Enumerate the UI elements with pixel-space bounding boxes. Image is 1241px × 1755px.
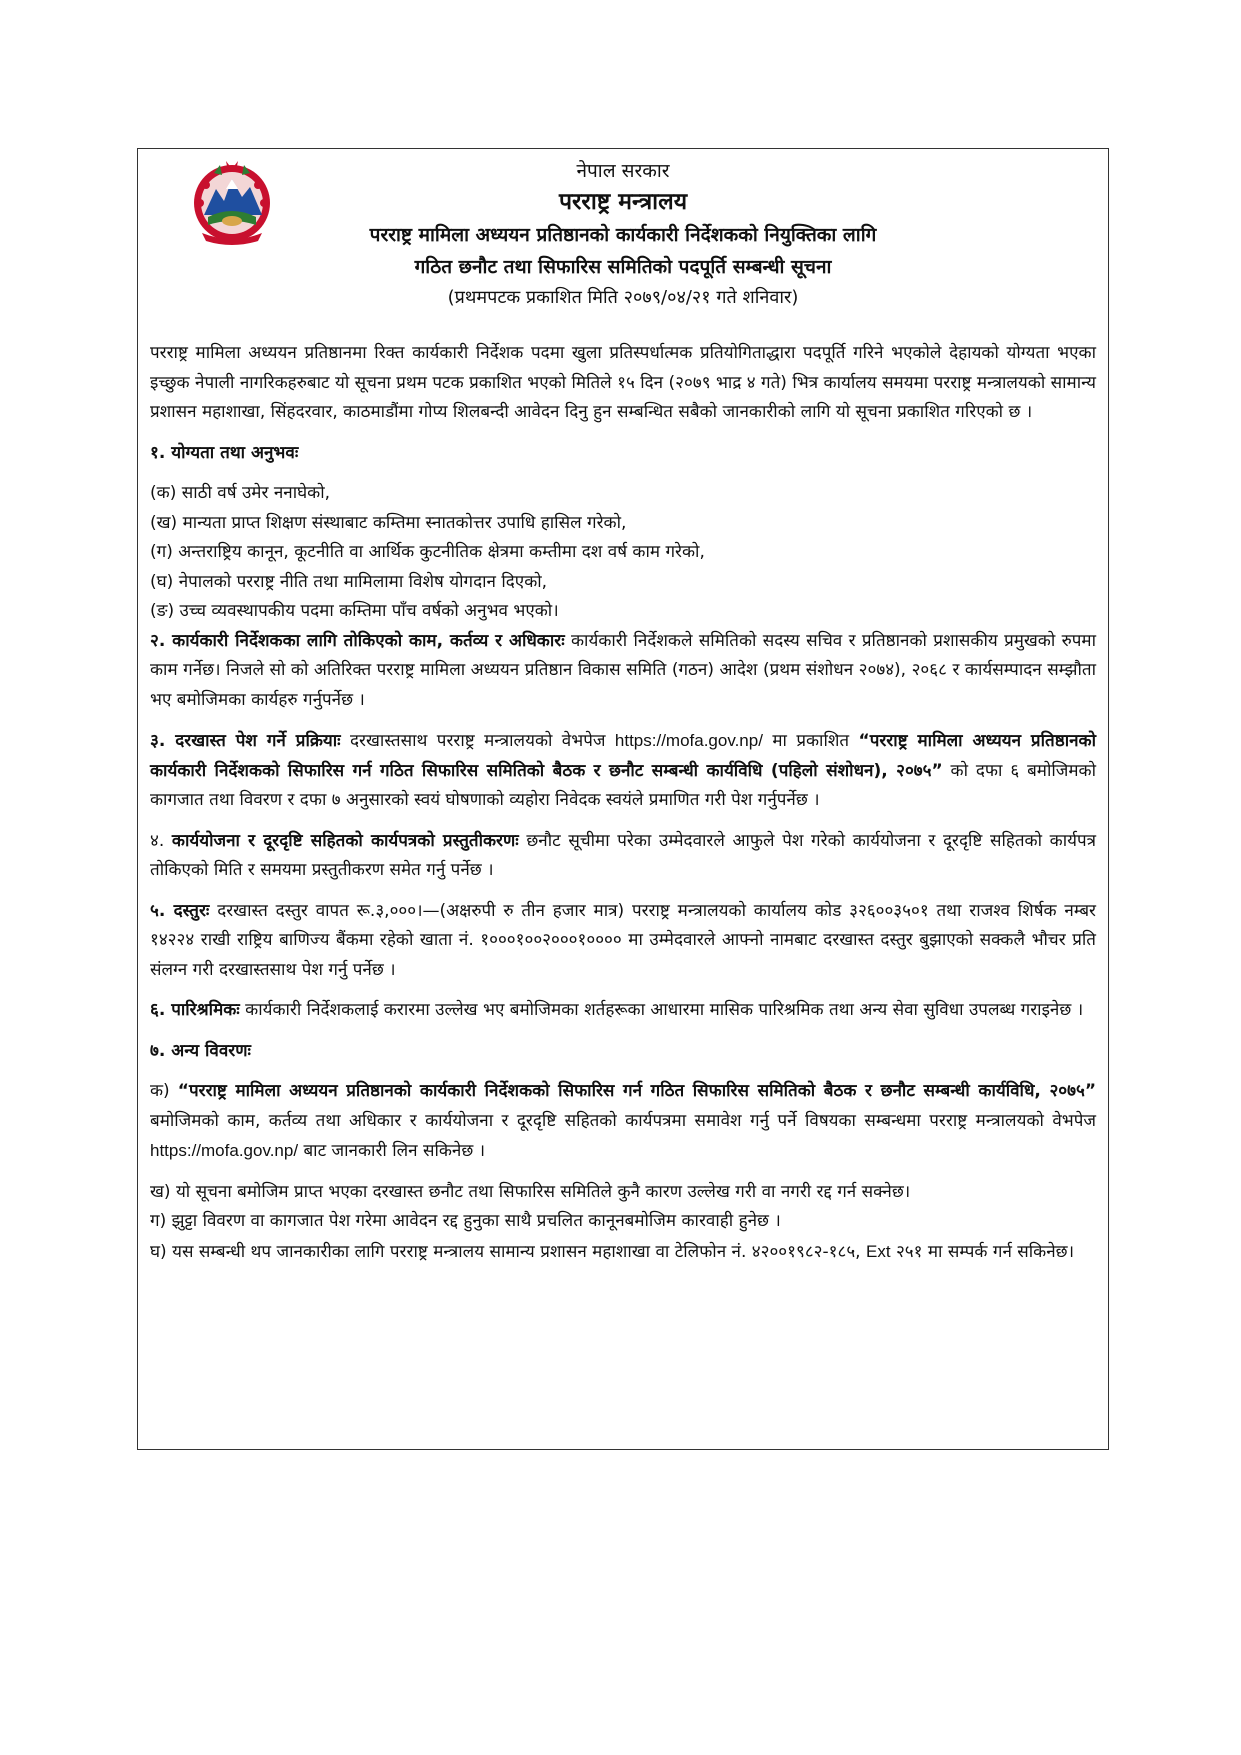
intro-paragraph: परराष्ट्र मामिला अध्ययन प्रतिष्ठानमा रिक्त कार्यकारी निर्देशक पदमा खुला प्रतिस्पर्धात्मक प्रतियोगिताद्धारा पदपूर्ति गरिने भएकोले देहायको योग्यता भएका इच्छुक नेपाली नागरिकहरुबाट यो सूचना प्रथम पटक प्रकाशित भएको मितिले १५ दिन (२०७९ भाद्र ४ गते) भित्र कार्यालय समयमा परराष्ट्र मन्त्रालयको सामान्य प्रशासन महाशाखा, सिंहदरवार, काठमाडौंमा गोप्य शिलबन्दी आवेदन दिनु हुन सम्बन्धित सबैको जानकारीको लागि यो सूचना प्रकाशित गरिएको छ । — [150, 343, 1096, 422]
section6-body: कार्यकारी निर्देशकलाई करारमा उल्लेख भए बमोजिमका शर्तहरूका आधारमा मासिक पारिश्रमिक तथा अन्य सेवा सुविधा उपलब्ध गराइनेछ । — [245, 1000, 1084, 1020]
section1-heading: १. योग्यता तथा अनुभवः — [150, 442, 299, 463]
notice-title-line2: गठित छनौट तथा सिफारिस समितिको पदपूर्ति सम्बन्धी सूचना — [414, 256, 832, 278]
section2-heading: २. कार्यकारी निर्देशकका लागि तोकिएको काम, कर्तव्य र अधिकारः — [150, 630, 565, 651]
section4-number: ४. — [150, 830, 165, 851]
qualification-item: (ख) मान्यता प्राप्त शिक्षण संस्थाबाट कम्तिमा स्नातकोत्तर उपाधि हासिल गरेको, — [150, 512, 627, 533]
qualification-item: (क) साठी वर्ष उमेर ननाघेको, — [150, 483, 331, 503]
notice-title-line1: परराष्ट्र मामिला अध्ययन प्रतिष्ठानको कार्यकारी निर्देशकको नियुक्तिका लागि — [369, 224, 877, 246]
qualification-item: (घ) नेपालको परराष्ट्र नीति तथा मामिलामा विशेष योगदान दिएको, — [150, 571, 548, 592]
section3-body-c: को दफा ६ बमोजिमको कागजात तथा विवरण र दफा ७ अनुसारको स्वयं घोषणाको व्यहोरा निवेदक स्वयंले प्रमाणित गरी पेश गर्नुपर्नेछ । — [150, 760, 1096, 810]
section3-heading: ३. दरखास्त पेश गर्ने प्रक्रियाः — [150, 731, 341, 751]
section5 — [150, 897, 1096, 986]
mofa-link[interactable]: https://mofa.gov.np/ — [614, 731, 763, 750]
section4 — [150, 827, 1096, 886]
notice-header — [138, 157, 1108, 313]
qualification-item: (ङ) उच्च व्यवस्थापकीय पदमा कम्तिमा पाँच वर्षको अनुभव भएको। — [150, 601, 559, 621]
section4-heading: कार्ययोजना र दूरदृष्टि सहितको कार्यपत्रको प्रस्तुतीकरणः — [171, 830, 519, 851]
section7-ka-tail: बाट जानकारी लिन सकिनेछ । — [303, 1141, 486, 1161]
notice-box — [137, 148, 1109, 1450]
publish-date: (प्रथमपटक प्रकाशित मिति २०७९/०४/२१ गते शनिवार) — [447, 287, 799, 308]
mofa-link[interactable]: https://mofa.gov.np/ — [150, 1141, 299, 1160]
section6-heading: ६. पारिश्रमिकः — [150, 1000, 240, 1020]
section7-ka-prefix: क) — [150, 1081, 170, 1101]
section7-ka — [150, 1077, 1096, 1167]
ministry-name: परराष्ट्र मन्त्रालय — [558, 189, 688, 215]
section5-heading: ५. दस्तुरः — [150, 900, 210, 921]
section7-gha-text: घ) यस सम्बन्धी थप जानकारीका लागि परराष्ट्र मन्त्रालय सामान्य प्रशासन महाशाखा वा टेलिफोन नं. ४२००१९८२-१८५, — [150, 1241, 861, 1262]
section2 — [150, 627, 1096, 716]
section7-ga: ग) झुट्टा विवरण वा कागजात पेश गरेमा आवेदन रद्द हुनुका साथै प्रचलित कानूनबमोजिम कारवाही हुनेछ । — [150, 1211, 781, 1231]
section7-kha: ख) यो सूचना बमोजिम प्राप्त भएका दरखास्त छनौट तथा सिफारिस समितिले कुनै कारण उल्लेख गरी वा नगरी रद्द गर्न सक्नेछ। — [150, 1181, 911, 1202]
section7-heading: ७. अन्य विवरणः — [150, 1040, 251, 1061]
section6 — [150, 996, 1096, 1026]
government-name: नेपाल सरकार — [576, 160, 670, 182]
section3-body-b: मा प्रकाशित — [772, 731, 850, 751]
section3-body-a: दरखास्तसाथ परराष्ट्र मन्त्रालयको वेभपेज — [350, 731, 606, 751]
section7-ka-body: बमोजिमको काम, कर्तव्य तथा अधिकार र कार्ययोजना र दूरदृष्टि सहितको कार्यपत्रमा समावेश गर्नु पर्ने विषयका सम्बन्धमा परराष्ट्र मन्त्रालयको वेभपेज — [150, 1110, 1096, 1131]
section7-gha-tail: २५१ मा सम्पर्क गर्न सकिनेछ। — [895, 1241, 1075, 1262]
ext-label: Ext — [865, 1241, 891, 1261]
section2-body: कार्यकारी निर्देशकले समितिको सदस्य सचिव र प्रतिष्ठानको प्रशासकीय प्रमुखको रुपमा काम गर्नेछ। निजले सो को अतिरिक्त परराष्ट्र मामिला अध्ययन प्रतिष्ठान विकास समिति (गठन) आदेश (प्रथम संशोधन २०७४), २०६८ र कार्यसम्पादन सम्झौता भए बमोजिमका कार्यहरु गर्नुपर्नेछ । — [150, 630, 1096, 710]
section7-ka-title: “परराष्ट्र मामिला अध्ययन प्रतिष्ठानको कार्यकारी निर्देशकको सिफारिस गर्न गठित सिफारिस समितिको बैठक र छनौट सम्बन्धी कार्यविधि, २०७५” — [177, 1081, 1096, 1101]
notice-body — [150, 339, 1096, 1267]
section7-gha — [150, 1237, 1096, 1268]
qualification-item: (ग) अन्तराष्ट्रिय कानून, कूटनीति वा आर्थिक कुटनीतिक क्षेत्रमा कम्तीमा दश वर्ष काम गरेको, — [150, 542, 705, 562]
section5-body: दरखास्त दस्तुर वापत रू.३,०००।—(अक्षरुपी रु तीन हजार मात्र) परराष्ट्र मन्त्रालयको कार्यालय कोड ३२६००३५०१ तथा राजश्व शिर्षक नम्बर १४२२४ राखी राष्ट्रिय बाणिज्य बैंकमा रहेको खाता नं. १०००१००२०००१०००० मा उम्मेदवारले आफ्नो नामबाट दरखास्त दस्तुर बुझाएको सक्कलै भौचर प्रति संलग्न गरी दरखास्तसाथ पेश गर्नु पर्नेछ । — [150, 900, 1097, 980]
procedure-title: “परराष्ट्र मामिला अध्ययन प्रतिष्ठानको कार्यकारी निर्देशकको सिफारिस गर्न गठित सिफारिस समितिको बैठक र छनौट सम्बन्धी कार्यविधि (पहिलो संशोधन), २०७५” — [150, 731, 1097, 781]
section3 — [150, 726, 1096, 816]
section4-body: छनौट सूचीमा परेका उम्मेदवारले आफुले पेश गरेको कार्ययोजना र दूरदृष्टि सहितको कार्यपत्र तोकिएको मिति र समयमा प्रस्तुतीकरण समेत गर्नु पर्नेछ । — [150, 830, 1097, 880]
